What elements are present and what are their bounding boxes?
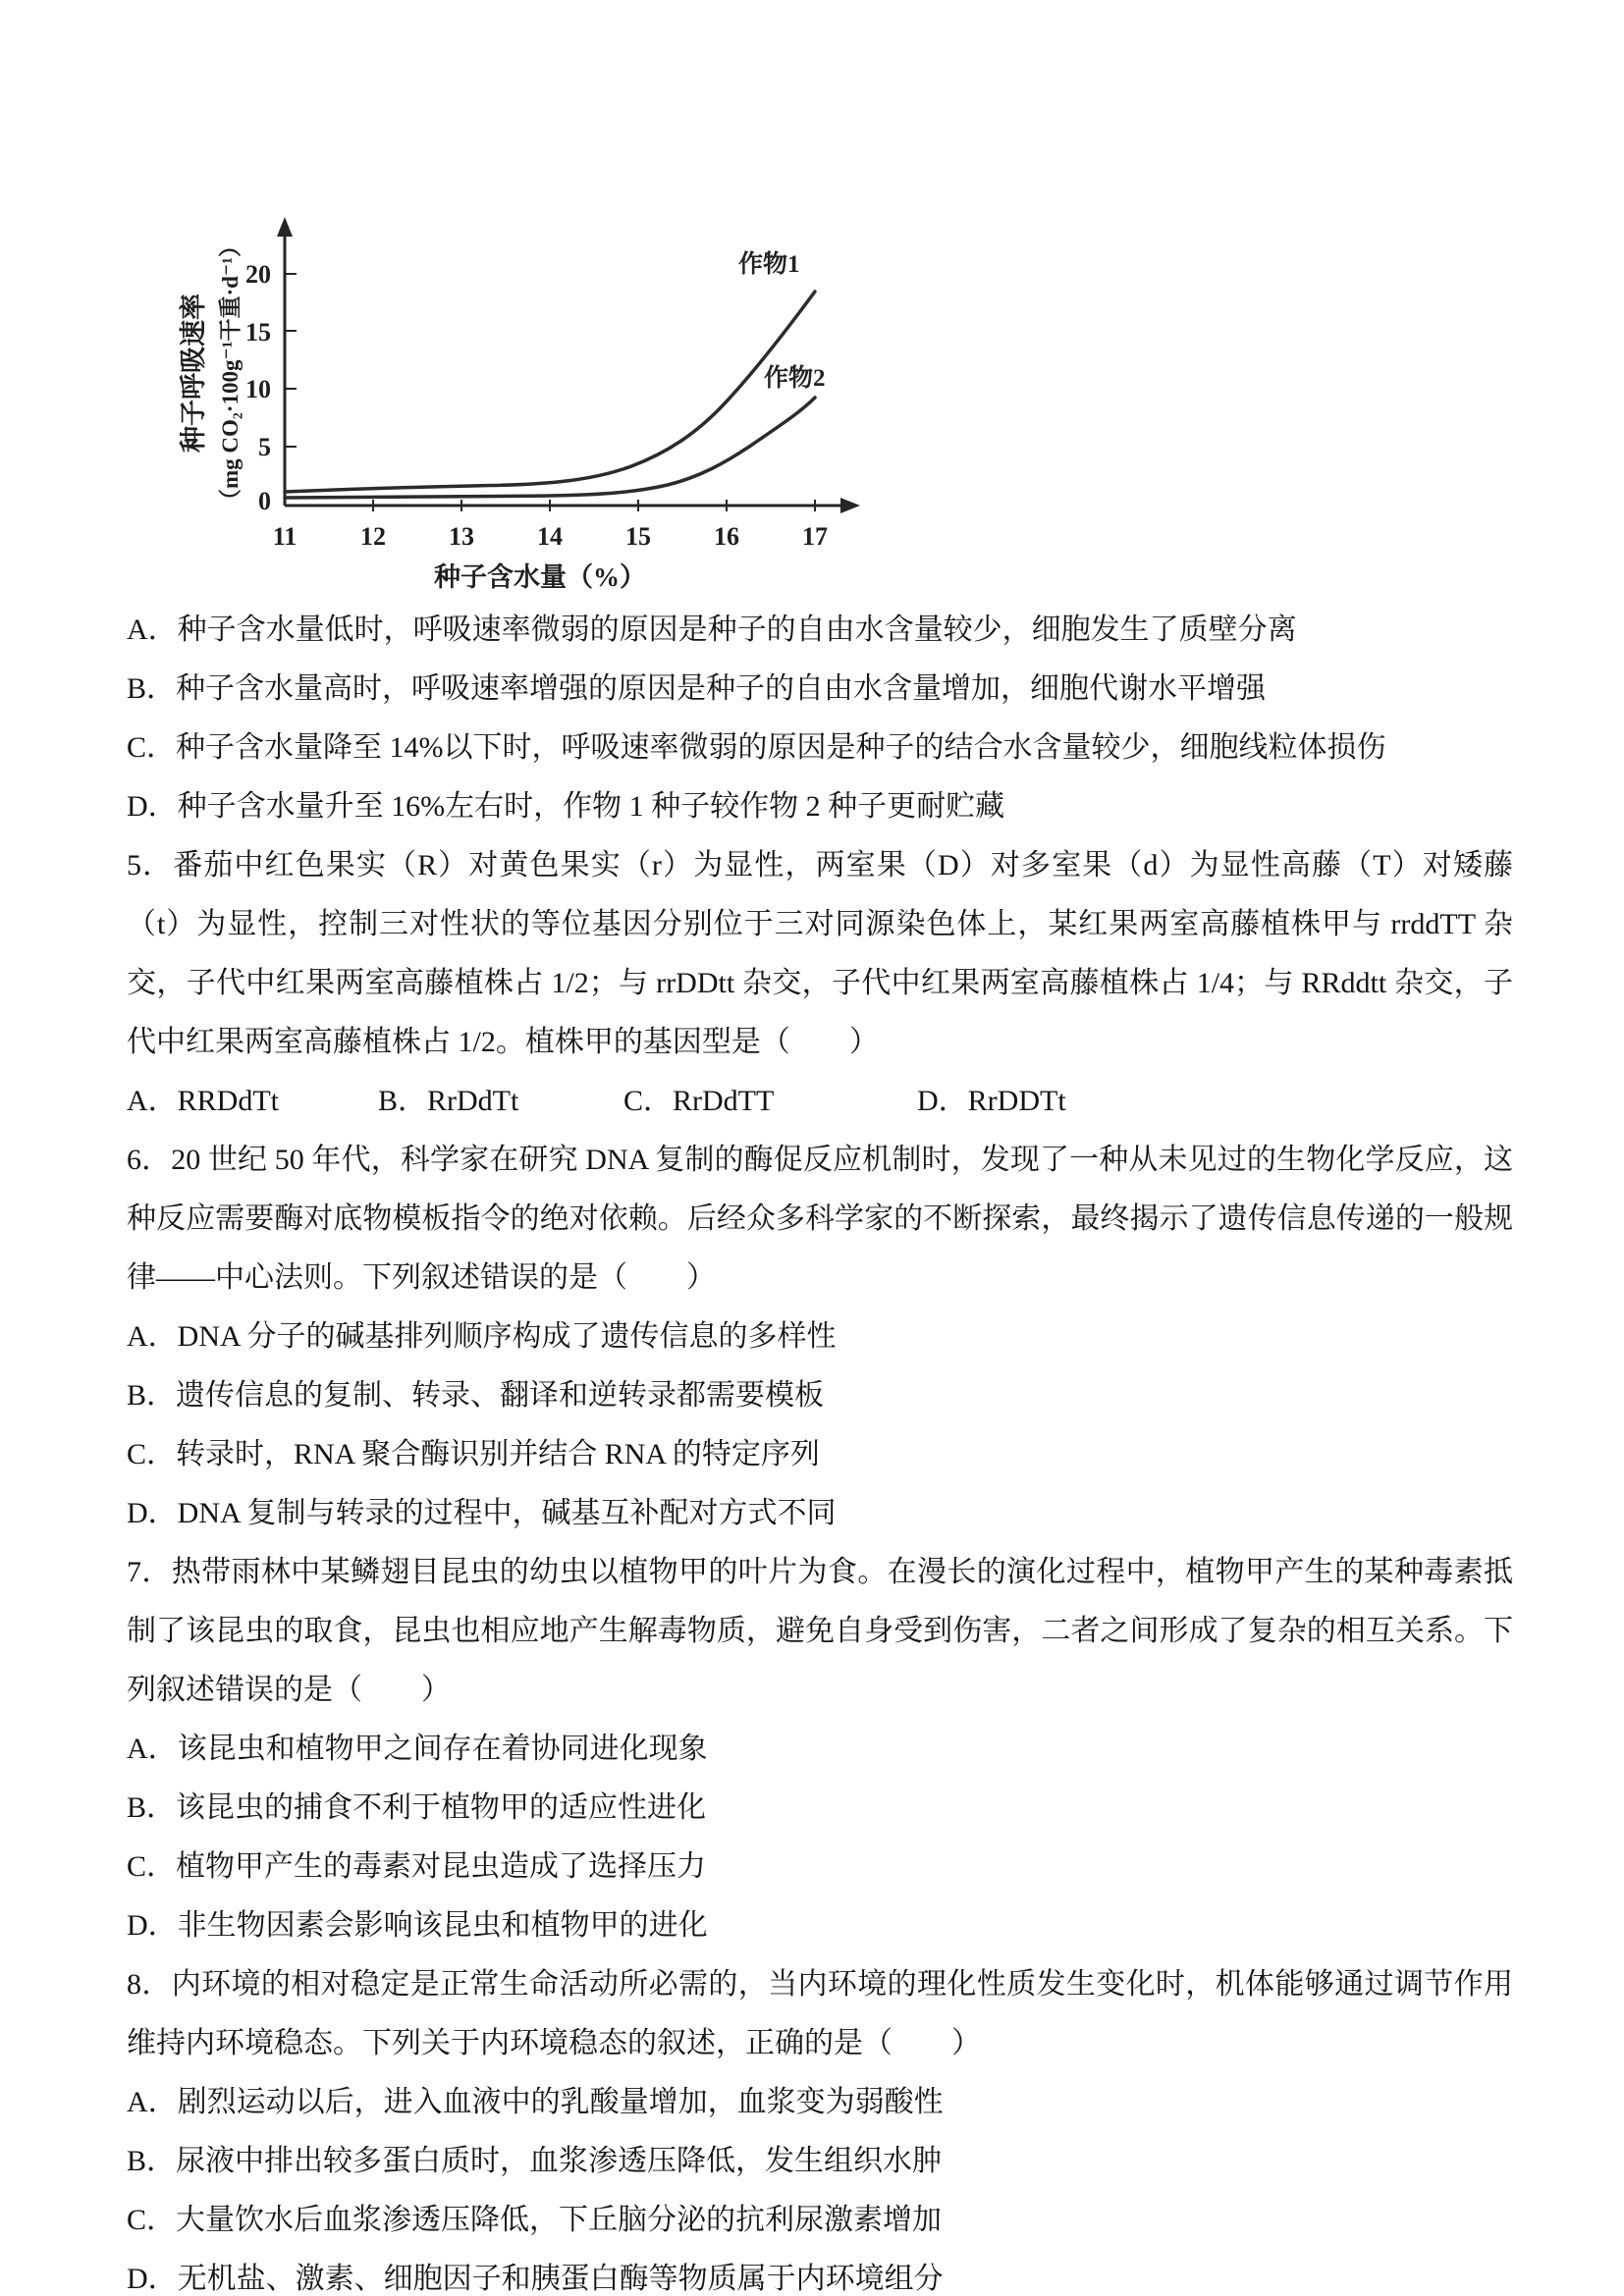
y-tick-label: 0 xyxy=(258,487,271,515)
seed-respiration-chart xyxy=(157,211,972,604)
y-tick-label: 10 xyxy=(245,375,271,403)
q5-stem: 5．番茄中红色果实（R）对黄色果实（r）为显性，两室果（D）对多室果（d）为显性高藤（T）对矮藤（t）为显性，控制三对性状的等位基因分别位于三对同源染色体上，某红果两室高藤植株甲与 rrddTT 杂交，子代中红果两室高藤植株占 1/2；与 rrDDtt 杂交，子代中红果两室高藤植株占 1/4；与 RRddtt 杂交，子代中红果两室高藤植株占 1/2。植株甲的基因型是（ ） xyxy=(127,849,1513,1058)
q6-option-d: D．DNA 复制与转录的过程中，碱基互补配对方式不同 xyxy=(127,1497,837,1529)
y-tick-label: 15 xyxy=(245,318,271,347)
x-tick-label: 17 xyxy=(802,522,828,551)
x-tick-label: 16 xyxy=(714,522,739,551)
q5-option-b: B．RrDdTt xyxy=(378,1085,519,1117)
x-tick-label: 15 xyxy=(625,522,651,551)
curve-label-crop1: 作物1 xyxy=(738,251,800,278)
q8-option-b: B．尿液中排出较多蛋白质时，血浆渗透压降低，发生组织水肿 xyxy=(127,2145,943,2177)
curve-crop1 xyxy=(285,292,815,492)
curve-label-crop2: 作物2 xyxy=(764,365,826,392)
x-axis-arrow-icon xyxy=(840,498,860,513)
x-axis-title: 种子含水量（%） xyxy=(434,562,646,592)
q6-option-c: C．转录时，RNA 聚合酶识别并结合 RNA 的特定序列 xyxy=(127,1438,820,1470)
q8-option-a: A．剧烈运动以后，进入血液中的乳酸量增加，血浆变为弱酸性 xyxy=(127,2086,944,2118)
q7-option-d: D．非生物因素会影响该昆虫和植物甲的进化 xyxy=(127,1909,708,1942)
q5-option-a: A．RRDdTt xyxy=(127,1085,280,1117)
q5-option-d: D．RrDDTt xyxy=(917,1085,1066,1117)
q8-stem: 8．内环境的相对稳定是正常生命活动所必需的，当内环境的理化性质发生变化时，机体能够通过调节作用维持内环境稳态。下列关于内环境稳态的叙述，正确的是（ ） xyxy=(127,1968,1513,2059)
y-axis-arrow-icon xyxy=(277,217,293,237)
q8-option-d: D．无机盐、激素、细胞因子和胰蛋白酶等物质属于内环境组分 xyxy=(127,2263,944,2295)
x-tick-label: 12 xyxy=(360,522,386,551)
q6-option-a: A．DNA 分子的碱基排列顺序构成了遗传信息的多样性 xyxy=(127,1320,837,1353)
q4-option-d: D．种子含水量升至 16%左右时，作物 1 种子较作物 2 种子更耐贮藏 xyxy=(127,790,1005,823)
y-axis-unit: （mg CO₂·100g⁻¹干重·d⁻¹） xyxy=(218,234,243,512)
q7-option-c: C．植物甲产生的毒素对昆虫造成了选择压力 xyxy=(127,1850,707,1883)
q6-stem: 6．20 世纪 50 年代，科学家在研究 DNA 复制的酶促反应机制时，发现了一种从未见过的生物化学反应，这种反应需要酶对底物模板指令的绝对依赖。后经众多科学家的不断探索，最终揭示了遗传信息传递的一般规律——中心法则。下列叙述错误的是（ ） xyxy=(127,1144,1513,1294)
y-tick-label: 5 xyxy=(258,433,271,461)
q5-options-row xyxy=(127,1072,1513,1131)
question-content xyxy=(127,601,1513,2296)
x-tick-label: 11 xyxy=(272,522,298,551)
chart-svg xyxy=(157,211,972,604)
q7-option-a: A．该昆虫和植物甲之间存在着协同进化现象 xyxy=(127,1733,708,1765)
q4-option-b: B．种子含水量高时，呼吸速率增强的原因是种子的自由水含量增加，细胞代谢水平增强 xyxy=(127,672,1267,705)
q8-option-c: C．大量饮水后血浆渗透压降低，下丘脑分泌的抗利尿激素增加 xyxy=(127,2204,943,2236)
q4-option-a: A．种子含水量低时，呼吸速率微弱的原因是种子的自由水含量较少，细胞发生了质壁分离 xyxy=(127,614,1297,646)
q7-option-b: B．该昆虫的捕食不利于植物甲的适应性进化 xyxy=(127,1791,707,1824)
q6-option-b: B．遗传信息的复制、转录、翻译和逆转录都需要模板 xyxy=(127,1379,825,1412)
q4-option-c: C．种子含水量降至 14%以下时，呼吸速率微弱的原因是种子的结合水含量较少，细胞线粒体损伤 xyxy=(127,731,1386,764)
x-tick-label: 14 xyxy=(537,522,563,551)
y-tick-label: 20 xyxy=(245,260,271,289)
q7-stem: 7．热带雨林中某鳞翅目昆虫的幼虫以植物甲的叶片为食。在漫长的演化过程中，植物甲产生的某种毒素抵制了该昆虫的取食，昆虫也相应地产生解毒物质，避免自身受到伤害，二者之间形成了复杂的相互关系。下列叙述错误的是（ ） xyxy=(127,1556,1513,1706)
y-axis-title: 种子呼吸速率 xyxy=(179,294,208,453)
x-tick-label: 13 xyxy=(449,522,474,551)
q5-option-c: C．RrDdTT xyxy=(623,1085,775,1117)
